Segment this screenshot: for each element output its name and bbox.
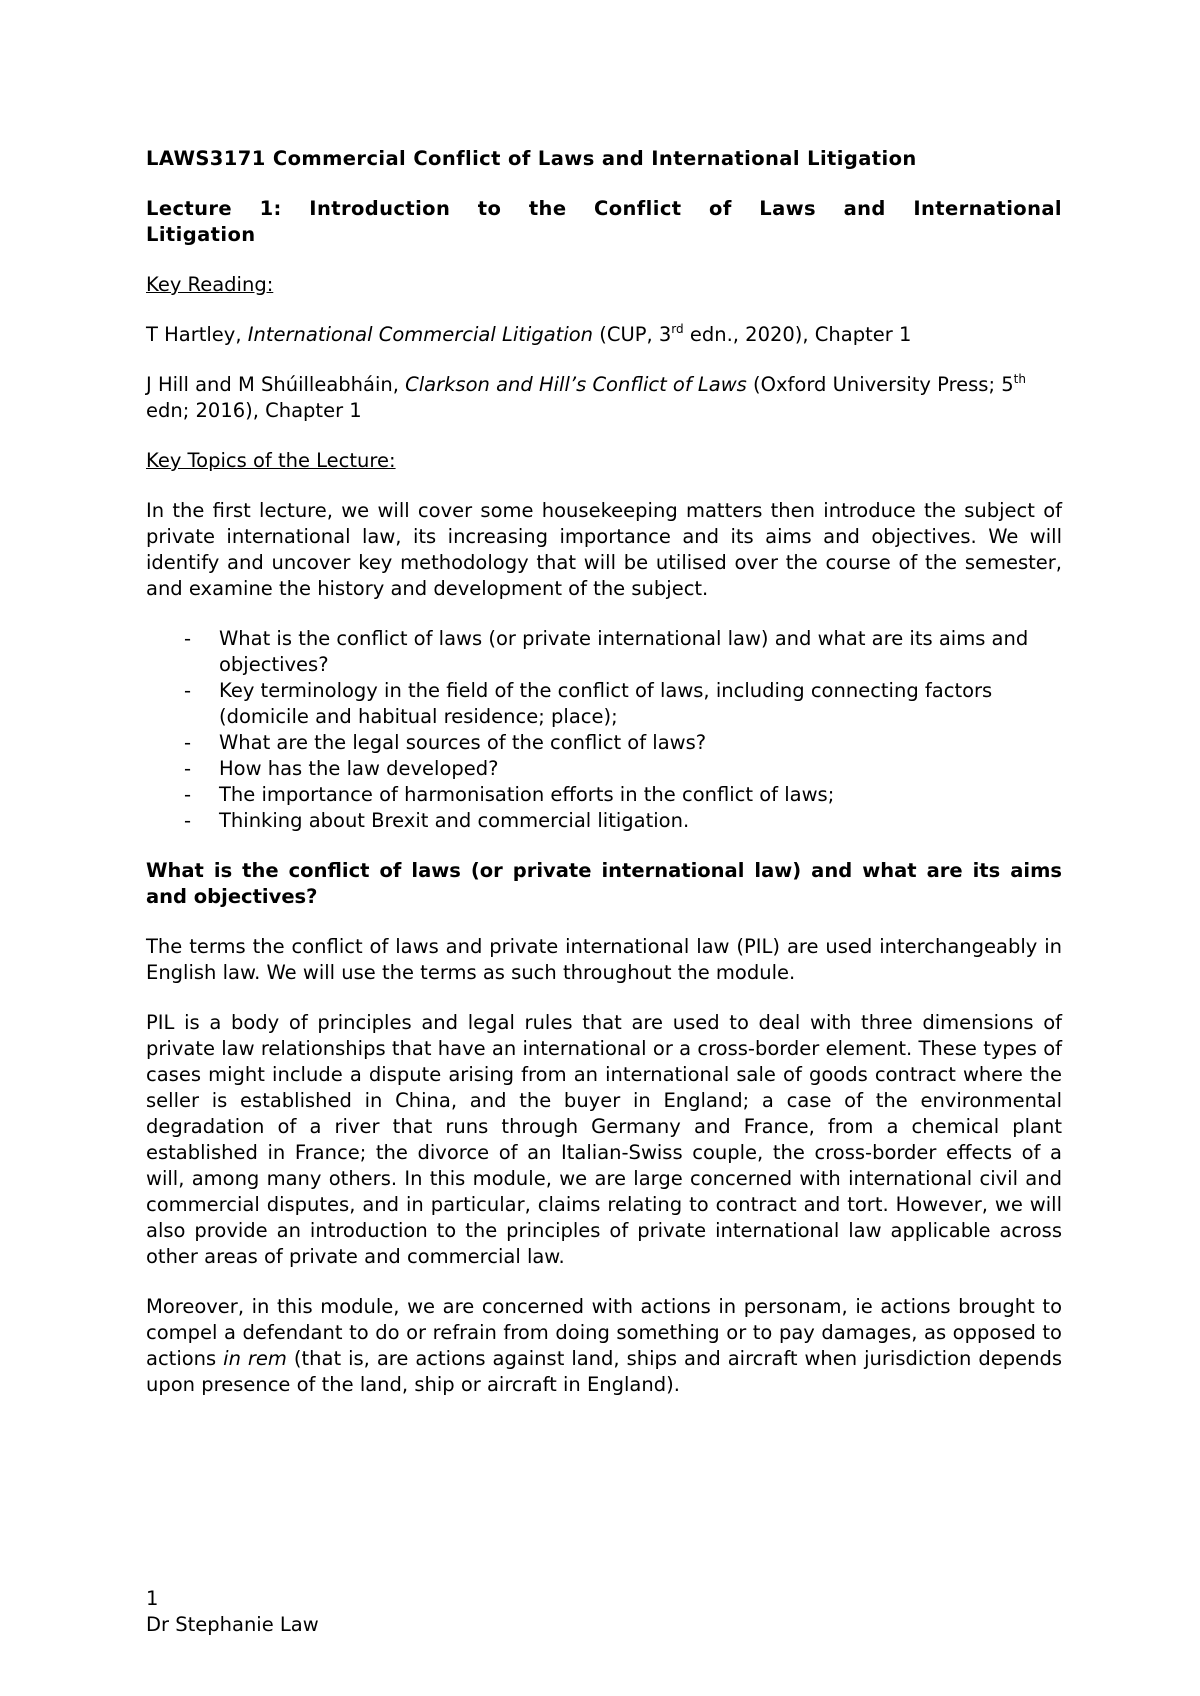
list-item-text: What is the conflict of laws (or private international law) and what are its aims and objectives?	[219, 627, 1029, 676]
reading-ref-2	[146, 372, 1062, 424]
ref-publisher: (Oxford University Press; 5	[746, 373, 1014, 396]
italic-term: in rem	[223, 1347, 287, 1370]
list-item-text: What are the legal sources of the conflict of laws?	[219, 731, 707, 754]
paragraph-pil-definition: PIL is a body of principles and legal rules that are used to deal with three dimensions of private law relationships that have an international or a cross-border element. These types of cases might include a dispute arising from an international sale of goods contract where the seller is established in China, and the buyer in England; a case of the environmental degradation of a river that runs through Germany and France, from a chemical plant established in France; the divorce of an Italian-Swiss couple, the cross-border effects of a will, among many others. In this module, we are large concerned with international civil and commercial disputes, and in particular, claims relating to contract and tort. However, we will also provide an introduction to the principles of private international law applicable across other areas of private and commercial law.	[146, 1011, 1062, 1268]
list-item-text: How has the law developed?	[219, 757, 499, 780]
dash-bullet: -	[184, 783, 192, 806]
ref-book-title: Clarkson and Hill’s Conflict of Laws	[405, 373, 747, 396]
ref-book-title: International Commercial Litigation	[247, 323, 594, 346]
dash-bullet: -	[184, 731, 192, 754]
list-item	[146, 678, 1062, 730]
paragraph-text: (that is, are actions against land, ships and aircraft when jurisdiction depends upon presence of the land, ship or aircraft in England).	[146, 1347, 1062, 1396]
topics-list	[146, 626, 1062, 834]
list-item	[146, 782, 1062, 808]
lecture-title: Lecture 1: Introduction to the Conflict of Laws and International Litigation	[146, 197, 1062, 246]
dash-bullet: -	[184, 757, 192, 780]
list-item	[146, 756, 1062, 782]
page-footer	[146, 1586, 319, 1638]
list-item-text: Thinking about Brexit and commercial litigation.	[219, 809, 690, 832]
document-page	[146, 146, 1062, 1422]
course-title: LAWS3171 Commercial Conflict of Laws and International Litigation	[146, 147, 917, 170]
key-topics-intro: In the first lecture, we will cover some housekeeping matters then introduce the subject of private international law, its increasing importance and its aims and objectives. We will identify and uncover key methodology that will be utilised over the course of the semester, and examine the history and development of the subject.	[146, 499, 1062, 600]
ref-edition: edn; 2016), Chapter 1	[146, 399, 362, 422]
paragraph-in-personam	[146, 1294, 1062, 1398]
ref-ordinal-suffix: rd	[671, 322, 684, 336]
ref-edition: edn., 2020), Chapter 1	[683, 323, 912, 346]
paragraph-terms: The terms the conflict of laws and private international law (PIL) are used interchangeably in English law. We will use the terms as such throughout the module.	[146, 935, 1062, 984]
footer-author: Dr Stephanie Law	[146, 1613, 319, 1636]
reading-ref-1	[146, 322, 1062, 348]
dash-bullet: -	[184, 809, 192, 832]
ref-publisher: (CUP, 3	[593, 323, 672, 346]
list-item	[146, 626, 1062, 678]
section-heading: What is the conflict of laws (or private international law) and what are its aims and objectives?	[146, 859, 1062, 908]
ref-author: J Hill and M Shúilleabháin,	[146, 373, 406, 396]
dash-bullet: -	[184, 627, 192, 650]
key-reading-heading: Key Reading:	[146, 273, 274, 296]
list-item-text: The importance of harmonisation efforts in the conflict of laws;	[219, 783, 835, 806]
list-item	[146, 808, 1062, 834]
list-item	[146, 730, 1062, 756]
paragraph-text: Moreover, in this module, we are concerned with actions in personam, ie actions brought to compel a defendant to do or refrain from doing something or to pay damages, as opposed to actions	[146, 1295, 1062, 1370]
dash-bullet: -	[184, 679, 192, 702]
ref-author: T Hartley,	[146, 323, 248, 346]
key-topics-heading: Key Topics of the Lecture:	[146, 449, 396, 472]
list-item-text: Key terminology in the field of the conflict of laws, including connecting factors (domicile and habitual residence; place);	[219, 679, 993, 728]
page-number: 1	[146, 1587, 159, 1610]
ref-ordinal-suffix: th	[1013, 372, 1026, 386]
